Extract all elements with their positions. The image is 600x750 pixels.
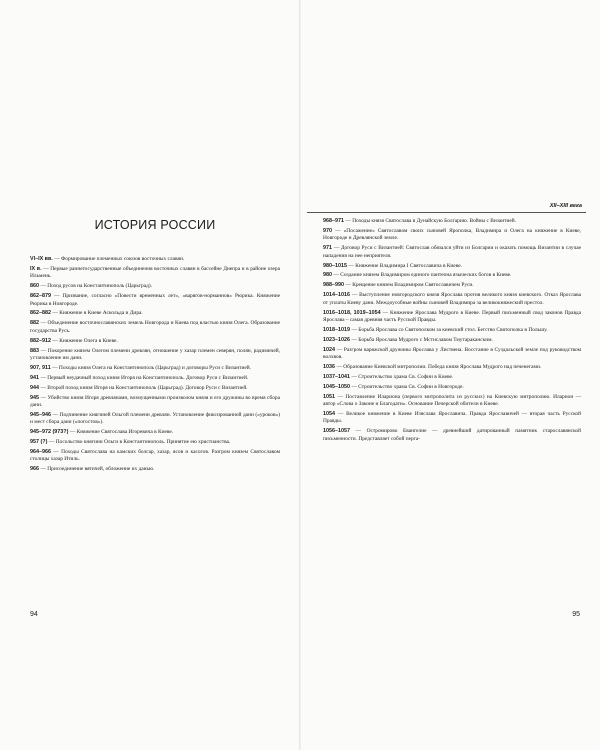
entry-date: 980 bbox=[323, 272, 332, 279]
entry-date: 1018–1019 bbox=[323, 326, 350, 333]
entry-text: — Остромирово Евангелие — древнейший датированный памятник старославянской письменности. Представляет собой перга- bbox=[323, 428, 581, 442]
entry-text: — Крещение князем Владимиром Святославичем Руси. bbox=[345, 282, 474, 289]
entry-text: — Второй поход князя Игоря на Константинополь (Царьград). Договор Руси с Византией. bbox=[40, 384, 248, 391]
timeline-entry bbox=[30, 429, 280, 436]
entry-date: 980–1015 bbox=[323, 262, 347, 269]
entry-text: — Борьба Ярослава Мудрого с Мстиславом Тмутараканским. bbox=[351, 336, 493, 343]
timeline-entry bbox=[30, 412, 280, 427]
left-page bbox=[0, 0, 299, 750]
right-page bbox=[301, 0, 600, 750]
entry-date: 882 bbox=[30, 320, 39, 327]
entry-text: — Поход русов на Константинополь (Царьград). bbox=[40, 283, 152, 290]
timeline-entry bbox=[30, 320, 280, 335]
entry-text: — Походы Святослава на камских болгар, хазар, ясов и касогов. Разгром князем Святославом столицы хазар Итиль. bbox=[30, 449, 281, 463]
right-timeline bbox=[323, 218, 581, 446]
entry-text: — Строительство храма Св. Софии в Киеве. bbox=[351, 373, 454, 380]
timeline-entry bbox=[323, 218, 581, 225]
entry-text: — Поставление Илариона (первого митрополита из русских) на Киевскую митрополию. Иларион — автор «Слова о Законе и Благодати». Основание Печерской обители в Киеве. bbox=[323, 393, 582, 408]
running-head: XII–XIII века bbox=[549, 203, 582, 209]
entry-date: 860 bbox=[30, 283, 39, 290]
entry-text: — Походы князя Олега на Константинополь (Царьград) и договоры Руси с Византией. bbox=[52, 364, 251, 371]
entry-date: 862–882 bbox=[30, 310, 51, 317]
timeline-entry bbox=[323, 364, 581, 371]
timeline-entry bbox=[323, 245, 581, 260]
entry-text: — Объединение восточнославянских земель Новгорода и Киева под властью князя Олега. Образование государства Русь. bbox=[30, 320, 280, 334]
entry-text: — Посольство княгини Ольги в Константинополь. Принятие ею христианства. bbox=[48, 439, 231, 446]
entry-date: VI–IX вв. bbox=[30, 256, 53, 262]
timeline-entry bbox=[323, 384, 581, 391]
entry-text: — Разгром варяжской дружины Ярослава у Листвена. Восстание в Суздальской земле под руководством волхвов. bbox=[323, 346, 581, 361]
entry-date: 1024 bbox=[323, 346, 335, 353]
timeline-entry bbox=[323, 428, 581, 443]
entry-date: 945 bbox=[30, 394, 39, 401]
entry-text: — Формирование племенных союзов восточных славян. bbox=[54, 256, 185, 262]
entry-text: — Княжение Владимира I Святославича в Киеве. bbox=[348, 262, 462, 269]
timeline-entry bbox=[323, 337, 581, 344]
entry-date: 945–972 (973?) bbox=[30, 429, 69, 436]
entry-date: 862–879 bbox=[30, 293, 51, 300]
timeline-entry bbox=[323, 272, 581, 279]
entry-date: 944 bbox=[30, 384, 39, 391]
entry-text: — Княжение Ярослава Мудрого в Киеве. Первый письменный свод законов Правда Ярослава – самая древняя часть Русской Правды. bbox=[323, 309, 581, 323]
timeline-entry bbox=[323, 411, 581, 426]
entry-date: 883 bbox=[30, 347, 39, 354]
timeline-entry bbox=[30, 310, 280, 317]
timeline-entry bbox=[30, 375, 280, 382]
timeline-entry bbox=[30, 466, 280, 473]
timeline-entry bbox=[323, 327, 581, 334]
entry-date: 971 bbox=[323, 245, 332, 252]
entry-date: 988–990 bbox=[323, 282, 344, 289]
entry-text: — Княжение в Киеве Аскольда и Дира. bbox=[52, 310, 143, 317]
timeline-entry bbox=[323, 263, 581, 270]
entry-date: 1037–1041 bbox=[323, 373, 350, 380]
timeline-entry bbox=[323, 282, 581, 289]
entry-date: 964–966 bbox=[30, 449, 51, 456]
timeline-entry bbox=[323, 347, 581, 362]
entry-text: — Создание князем Владимиром единого пантеона языческих богов в Киеве. bbox=[333, 272, 512, 279]
entry-date: 1051 bbox=[323, 393, 335, 400]
entry-text: — Подчинение княгиней Ольгой племени древлян. Установление фиксированной дани («уроков») и мест сбора дани («погостов»). bbox=[30, 411, 281, 426]
timeline-entry bbox=[30, 449, 280, 464]
timeline-entry bbox=[323, 374, 581, 381]
entry-date: 966 bbox=[30, 466, 39, 473]
timeline-entry bbox=[323, 394, 581, 409]
entry-text: — Убийство князя Игоря древлянами, возмущенными произволом князя и его дружины во время сбора дани. bbox=[30, 394, 280, 409]
header-rule bbox=[307, 212, 586, 213]
entry-text: — Княжение Святослава Игоревича в Киеве. bbox=[69, 429, 174, 436]
entry-date: 945–946 bbox=[30, 411, 51, 418]
entry-date: 1054 bbox=[323, 411, 335, 418]
entry-date: 1023–1026 bbox=[323, 336, 350, 343]
entry-text: — Княжение Олега в Киеве. bbox=[52, 337, 118, 344]
entry-text: — «Посажение» Святославом своих сыновей Ярополка, Владимира и Олега на княжение в Киеве, Новгороде и Древлянской земле. bbox=[323, 227, 581, 242]
timeline-entry bbox=[30, 338, 280, 345]
timeline-entry bbox=[30, 256, 280, 263]
entry-date: 957 (?) bbox=[30, 439, 48, 446]
entry-date: 941 bbox=[30, 374, 39, 381]
page-number-right: 95 bbox=[572, 611, 580, 618]
timeline-entry bbox=[323, 292, 581, 307]
entry-date: 968–971 bbox=[323, 218, 344, 224]
entry-text: — Образование Киевской митрополии. Победа князя Ярослава Мудрого над печенегами. bbox=[336, 364, 542, 371]
entry-date: 1056–1057 bbox=[323, 428, 350, 435]
entry-text: — Первый неудачный поход князя Игоря на Константинополь. Договор Руси с Византией. bbox=[40, 374, 249, 381]
page-number-left: 94 bbox=[30, 611, 38, 618]
entry-date: 882–912 bbox=[30, 337, 51, 344]
entry-text: — Покорение князем Олегом племени древлян, отношение у хазар племен северян, полян, радимичей, установление им дани. bbox=[30, 347, 281, 361]
timeline-entry bbox=[30, 266, 280, 281]
entry-date: IX в. bbox=[30, 265, 42, 272]
timeline-entry bbox=[30, 365, 280, 372]
timeline-entry bbox=[323, 228, 581, 243]
entry-text: — Строительство храма Св. Софии в Новгороде. bbox=[351, 383, 464, 390]
timeline-entry bbox=[30, 293, 280, 308]
timeline-entry bbox=[30, 348, 280, 363]
entry-text: — Выступление новгородского князя Ярослава против великого князя киевского. Отказ Ярослава от уплаты Киеву дани. Междоусобные войны сыновей Владимира за великокняжеский престол. bbox=[323, 292, 581, 306]
chapter-title: ИСТОРИЯ РОССИИ bbox=[94, 218, 216, 232]
timeline-entry bbox=[30, 395, 280, 410]
entry-date: 1036 bbox=[323, 364, 335, 371]
entry-text: — Договор Руси с Византией: Святослав обязался уйти из Болгарии и оказать помощь Византии в случае нападения на нее неприятеля. bbox=[323, 245, 582, 259]
entry-text: — Борьба Ярослава со Святополком за киевский стол. Бегство Святополка в Польшу. bbox=[351, 326, 548, 333]
entry-text: — Походы князя Святослава в Дунайскую Болгарию. Войны с Византией. bbox=[345, 218, 516, 224]
entry-date: 1016–1018, 1019–1054 bbox=[323, 309, 381, 316]
entry-text: — Призвание, согласно «Повести временных лет», «варягов-норманнов» Рюрика. Княжение Рюрика в Новгороде. bbox=[30, 293, 280, 307]
entry-text: — Великое княжение в Киеве Изяслава Ярославича. Правда Ярославичей — вторая часть Русской Правды. bbox=[323, 411, 581, 425]
entry-date: 907, 911 bbox=[30, 364, 51, 371]
entry-text: — Первые раннегосударственные объединения восточных славян в бассейне Днепра и в районе озера Ильмень. bbox=[30, 265, 281, 280]
entry-text: — Присоединение вятичей, обложение их данью. bbox=[40, 466, 155, 473]
entry-date: 1045–1050 bbox=[323, 383, 350, 390]
timeline-entry bbox=[30, 439, 280, 446]
timeline-entry bbox=[323, 310, 581, 325]
left-timeline bbox=[30, 256, 280, 476]
entry-date: 1014–1016 bbox=[323, 292, 350, 299]
timeline-entry bbox=[30, 385, 280, 392]
timeline-entry bbox=[30, 283, 280, 290]
entry-date: 970 bbox=[323, 227, 332, 234]
